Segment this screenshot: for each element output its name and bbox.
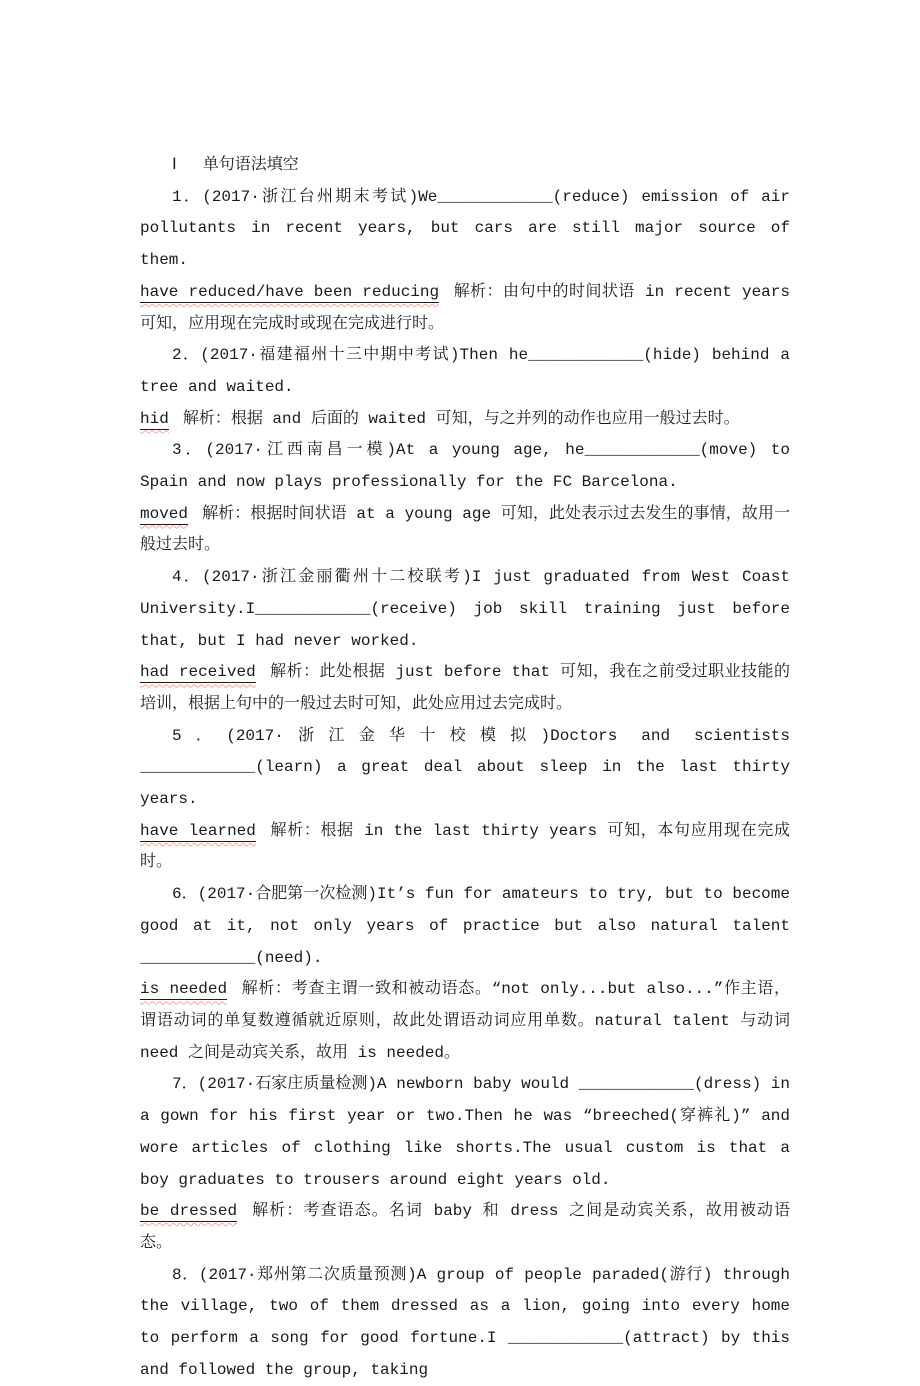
question-stem <box>140 340 790 403</box>
explanation-text: 解析：此处根据 just before that 可知，我在之前受过职业技能的培训，根据上句中的一般过去时可知，此处应用过去完成时。 <box>140 663 790 713</box>
answer-line <box>140 277 790 340</box>
answer-text: moved <box>140 504 189 523</box>
question-stem <box>140 879 790 974</box>
answer-red-squiggle <box>140 1202 237 1220</box>
explanation-text: 解析：由句中的时间状语 in recent years 可知，应用现在完成时或现在完成进行时。 <box>140 282 790 333</box>
answer-text: have reduced/have been reducing <box>140 282 440 301</box>
question-stem <box>140 435 790 498</box>
answer-text: hid <box>140 409 169 428</box>
section-title: 单句语法填空 <box>202 156 299 174</box>
answer-text: have learned <box>140 821 256 840</box>
question-source: (2017·江西南昌一模) <box>205 441 396 460</box>
question-source: (2017·福建福州十三中期中考试) <box>200 346 460 365</box>
answer-red-squiggle <box>140 822 256 840</box>
answer-line <box>140 974 790 1069</box>
question-source: (2017·合肥第一次检测) <box>197 885 377 904</box>
section-numeral: Ⅰ <box>172 156 177 174</box>
section-heading <box>140 150 790 182</box>
question-body: I just graduated from West Coast University.I____________(receive) job skill training just before that, but I had never worked. <box>140 568 791 650</box>
question-number: 1． <box>172 187 203 206</box>
worksheet-page <box>140 150 790 1386</box>
question-body: Doctors and scientists ____________(learn) a great deal about sleep in the last thirty years. <box>140 726 790 809</box>
question-number: 6． <box>172 885 198 904</box>
question-stem <box>140 721 790 816</box>
question-list <box>140 182 790 1386</box>
question-number: 7． <box>172 1075 198 1094</box>
answer-line <box>140 1196 790 1259</box>
question-body: A newborn baby would ____________(dress) in a gown for his first year or two.Then he was “breeched(穿裤礼)” and wore articles of clothing like shorts.The usual custom is that a boy graduates to trousers around eight years old. <box>140 1075 790 1189</box>
answer-red-squiggle <box>140 980 227 998</box>
answer-text: be dressed <box>140 1202 238 1221</box>
answer-text: is needed <box>140 980 228 999</box>
question-stem <box>140 562 790 657</box>
question-source: (2017·郑州第二次质量预测) <box>198 1265 417 1284</box>
question-body: We____________(reduce) emission of air pollutants in recent years, but cars are still major source of them. <box>140 187 790 270</box>
answer-line <box>140 657 790 720</box>
question-stem <box>140 1069 790 1196</box>
explanation-text: 解析：考查语态。名词 baby 和 dress 之间是动宾关系，故用被动语态。 <box>140 1202 790 1252</box>
question-body: At a young age, he____________(move) to Spain and now plays professionally for the FC Barcelona. <box>140 441 790 492</box>
answer-line <box>140 499 790 562</box>
explanation-text: 解析：根据时间状语 at a young age 可知，此处表示过去发生的事情，故用一般过去时。 <box>140 504 790 555</box>
question-body: A group of people paraded(游行) through the village, two of them dressed as a lion, going into every home to perform a song for good fortune.I ____________(attract) by this and followed the group, taking <box>140 1265 791 1379</box>
question-number: 3． <box>172 441 206 460</box>
answer-red-squiggle <box>140 283 439 301</box>
question-stem <box>140 1260 790 1386</box>
answer-red-squiggle <box>140 410 169 428</box>
question-source: (2017·石家庄质量检测) <box>197 1075 378 1094</box>
answer-red-squiggle <box>140 663 256 681</box>
question-number: 4． <box>172 568 203 587</box>
question-body: It’s fun for amateurs to try, but to become good at it, not only years of practice but also natural talent ____________(need). <box>140 885 790 967</box>
question-number: 2． <box>172 346 201 365</box>
question-source: (2017·浙江台州期末考试) <box>202 187 419 206</box>
answer-line <box>140 404 790 436</box>
question-stem <box>140 182 790 277</box>
explanation-text: 解析：考查主谓一致和被动语态。“not only...but also...”作主语，谓语动词的单复数遵循就近原则，故此处谓语动词应用单数。natural talent 与动词 need 之间是动宾关系，故用 is needed。 <box>140 980 790 1062</box>
answer-line <box>140 816 790 879</box>
question-number: 5． <box>172 726 227 745</box>
question-source: (2017·浙江金丽衢州十二校联考) <box>202 568 472 587</box>
question-source: (2017·浙江金华十校模拟) <box>226 726 551 745</box>
question-body: Then he____________(hide) behind a tree and waited. <box>140 346 790 396</box>
question-number: 8． <box>172 1265 199 1284</box>
explanation-text: 解析：根据 in the last thirty years 可知，本句应用现在完成时。 <box>140 821 790 872</box>
answer-red-squiggle <box>140 505 188 523</box>
explanation-text: 解析：根据 and 后面的 waited 可知，与之并列的动作也应用一般过去时。 <box>182 409 740 428</box>
answer-text: had received <box>140 663 256 682</box>
